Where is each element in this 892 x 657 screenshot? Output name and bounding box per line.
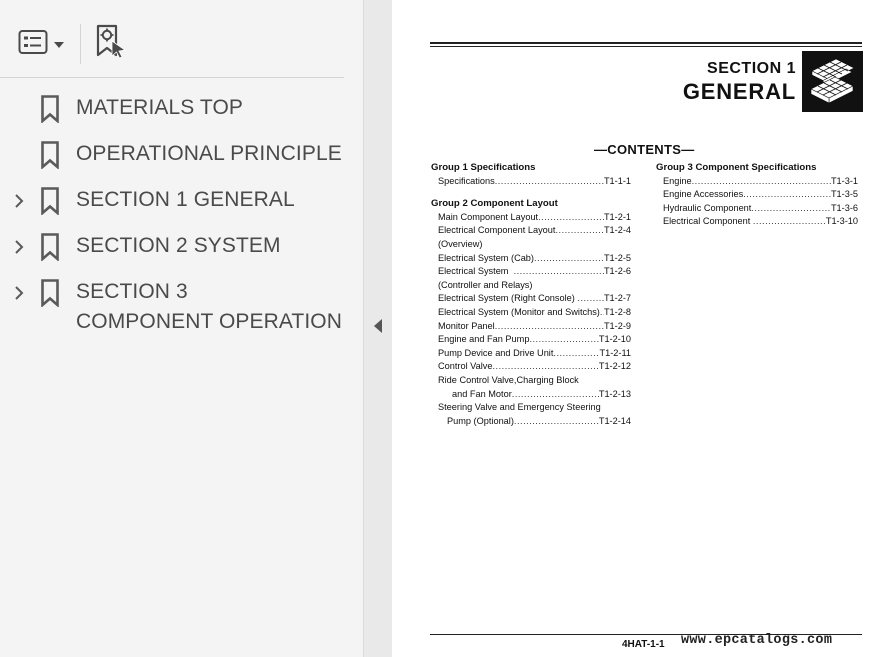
toc-leader (751, 202, 831, 216)
watermark-text: www.epcatalogs.com (681, 633, 833, 648)
bookmark-label: OPERATIONAL PRINCIPLE (76, 142, 342, 165)
toc-entry-text-line1: Steering Valve and Emergency Steering (438, 402, 601, 413)
toc-entry-page: T1-3-6 (830, 202, 858, 213)
toc-entry-text: Hydraulic Component (663, 202, 752, 213)
toc-entry[interactable] (431, 415, 631, 429)
toc-entry-text: Electrical Component Layout (438, 225, 556, 236)
toc-entry[interactable] (431, 211, 631, 225)
toc-leader (577, 292, 604, 306)
chevron-right-icon[interactable] (0, 178, 38, 224)
toc-entry-page: T1-2-6 (603, 266, 631, 277)
toc-leader (495, 320, 604, 334)
toc-leader (555, 224, 603, 238)
toc-leader (495, 175, 604, 189)
bookmark-materials-top[interactable] (0, 86, 360, 132)
toc-entry-text-line1: Ride Control Valve,Charging Block (438, 374, 579, 385)
section-logo-icon (802, 51, 863, 112)
toc-entry[interactable] (431, 347, 631, 361)
bookmark-operational-principle[interactable] (0, 132, 360, 178)
toc-entry-text: Specifications (438, 175, 495, 186)
group-2-title: Group 2 Component Layout (431, 198, 558, 210)
toc-entry[interactable] (431, 360, 631, 374)
toc-entry-text: Electrical Component (663, 216, 753, 227)
toc-leader (492, 360, 598, 374)
toc-entry-text: Pump Device and Drive Unit (438, 347, 554, 358)
bookmark-section-3-component-operation[interactable] (0, 270, 360, 337)
toc-leader (529, 333, 598, 347)
toc-entry-page: T1-1-1 (603, 175, 631, 186)
toc-left-column (431, 161, 631, 428)
bookmark-label-line2: COMPONENT OPERATION (76, 310, 342, 333)
toc-entry-continuation: (Overview) (438, 238, 483, 249)
toc-entry-page: T1-3-1 (830, 175, 858, 186)
toc-entry-text: Monitor Panel (438, 320, 495, 331)
toc-entry[interactable] (656, 188, 858, 202)
toc-entry-page: T1-2-14 (598, 415, 631, 426)
document-page (392, 0, 892, 657)
section-title: GENERAL (682, 79, 796, 104)
toc-entry-text: Engine and Fan Pump (438, 334, 530, 345)
add-bookmark-button[interactable] (92, 24, 130, 64)
bookmark-section-1-general[interactable] (0, 178, 360, 224)
page-code: 4HAT-1-1 (622, 639, 665, 650)
toc-entry-text: Engine (663, 175, 692, 186)
toc-entry[interactable] (431, 292, 631, 306)
caret-down-icon (54, 35, 64, 53)
toc-leader (514, 265, 604, 279)
toc-entry-page: T1-2-1 (603, 211, 631, 222)
toc-entry[interactable] (431, 175, 631, 189)
toc-entry[interactable] (656, 215, 858, 229)
toc-entry-page: T1-3-5 (830, 189, 858, 200)
toc-entry-page: T1-2-7 (603, 293, 631, 304)
bookmarks-panel (0, 0, 364, 657)
toc-entry-text: Pump (Optional) (447, 415, 514, 426)
toc-entry[interactable] (431, 333, 631, 347)
toc-entry-text: Electrical System (Right Console) (438, 293, 578, 304)
toc-entry-page: T1-2-5 (603, 252, 631, 263)
toc-entry[interactable] (656, 175, 858, 189)
bookmarks-toolbar (0, 12, 345, 74)
toc-entry-text: Control Valve (438, 361, 493, 372)
bookmark-label: SECTION 1 GENERAL (76, 188, 295, 211)
toolbar-separator (0, 77, 344, 78)
chevron-placeholder (0, 86, 38, 132)
header-rule-thin (430, 46, 862, 47)
chevron-right-icon[interactable] (0, 270, 38, 316)
header-rule (430, 42, 862, 44)
toc-leader (753, 215, 826, 229)
toc-entry-text: Electrical System (Monitor and Switchs) (438, 306, 600, 317)
chevron-right-icon[interactable] (0, 224, 38, 270)
triangle-left-icon (374, 319, 382, 338)
toc-leader (512, 388, 599, 402)
bookmark-label: MATERIALS TOP (76, 96, 244, 119)
toc-entry[interactable] (431, 388, 631, 402)
toc-entry-page: T1-2-8 (603, 306, 631, 317)
toc-entry[interactable] (656, 202, 858, 216)
toc-entry-page: T1-2-12 (598, 361, 631, 372)
toc-entry-page: T1-2-10 (598, 334, 631, 345)
bookmark-icon (38, 132, 62, 178)
chevron-placeholder (0, 132, 38, 178)
toc-leader (692, 175, 831, 189)
toc-leader (514, 415, 599, 429)
bookmark-icon (38, 178, 62, 224)
toc-leader (553, 347, 599, 361)
toolbar-divider (80, 24, 81, 64)
group-3-title: Group 3 Component Specifications (656, 162, 817, 173)
bookmark-list (0, 86, 360, 337)
toc-entry-page: T1-3-10 (825, 216, 858, 227)
options-menu-button[interactable] (14, 26, 68, 62)
toc-entry[interactable] (431, 306, 631, 320)
toc-entry[interactable] (431, 224, 631, 238)
toc-entry-text: Engine Accessories (663, 189, 744, 200)
bookmark-label (76, 270, 342, 337)
toc-entry[interactable] (431, 252, 631, 266)
toc-leader (538, 211, 604, 225)
bookmark-label-line1: SECTION 3 (76, 280, 188, 303)
bookmark-icon (38, 224, 62, 270)
toc-entry-page: T1-2-13 (598, 388, 631, 399)
toc-entry-text: Electrical System (Cab) (438, 252, 534, 263)
list-options-icon (18, 29, 48, 60)
bookmark-section-2-system[interactable] (0, 224, 360, 270)
bookmark-icon (38, 270, 62, 316)
toc-leader (534, 252, 604, 266)
toc-entry-text: Main Component Layout (438, 211, 539, 222)
toc-entry-page: T1-2-4 (603, 225, 631, 236)
bookmark-label: SECTION 2 SYSTEM (76, 234, 281, 257)
toc-entry[interactable] (431, 320, 631, 334)
toc-right-column (656, 161, 858, 229)
contents-heading: —CONTENTS— (594, 142, 695, 157)
section-label: SECTION 1 (707, 60, 796, 77)
toc-entry-continuation: (Controller and Relays) (438, 279, 533, 290)
collapse-panel-button[interactable] (364, 0, 392, 657)
toc-entry-page: T1-2-9 (603, 320, 631, 331)
toc-entry-page: T1-2-11 (599, 347, 631, 358)
toc-entry-text: Electrical System (438, 266, 514, 277)
toc-leader (743, 188, 831, 202)
bookmark-icon (38, 86, 62, 132)
toc-entry[interactable] (431, 265, 631, 279)
group-1-title: Group 1 Specifications (431, 162, 536, 173)
toc-entry-text: and Fan Motor (452, 388, 512, 399)
add-bookmark-icon (95, 24, 127, 65)
